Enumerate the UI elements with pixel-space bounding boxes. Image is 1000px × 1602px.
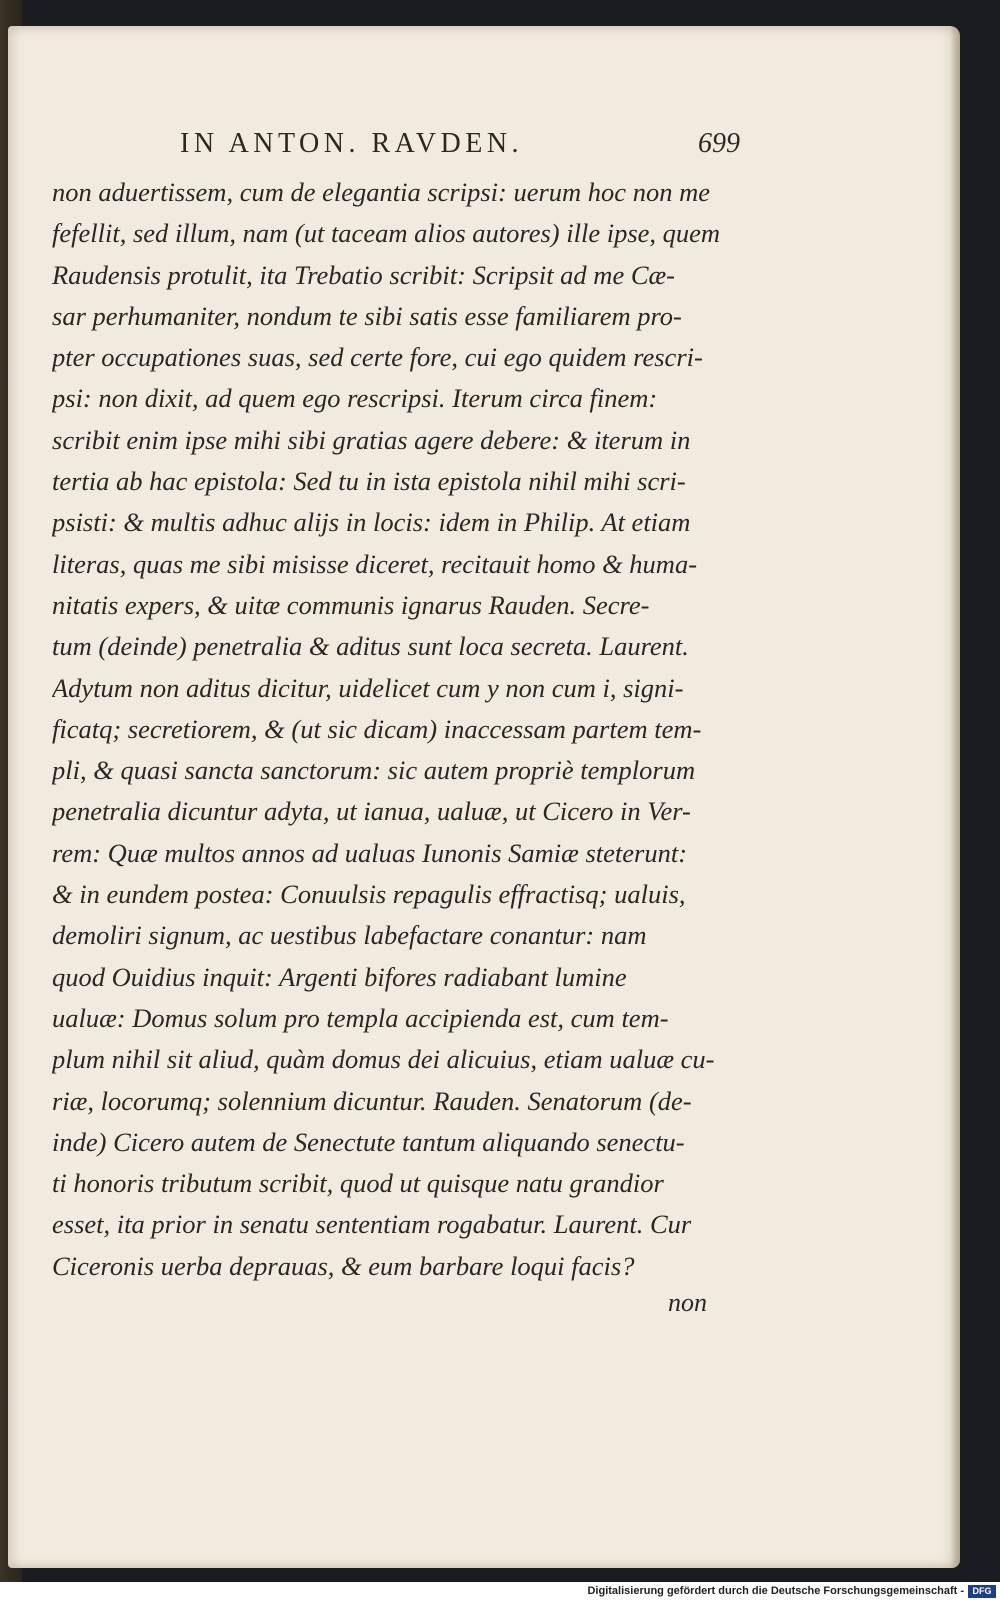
text-line: psisti: & multis adhuc alijs in locis: idem in Philip. At etiam (52, 507, 691, 538)
text-line: tum (deinde) penetralia & aditus sunt loca secreta. Laurent. (52, 631, 689, 662)
text-line: non aduertissem, cum de elegantia scripsi: uerum hoc non me (52, 177, 710, 207)
text-line: Adytum non aditus dicitur, uidelicet cum y non cum i, signi- (52, 672, 684, 703)
text-line: psi: non dixit, ad quem ego rescripsi. Iterum circa finem: (52, 383, 658, 414)
text-line: & in eundem postea: Conuulsis repagulis effractisq; ualuis, (52, 879, 686, 910)
text-line: sar perhumaniter, nondum te sibi satis esse familiarem pro- (52, 300, 682, 331)
page-edge-shadow (950, 26, 960, 1568)
text-line: esset, ita prior in senatu sententiam rogabatur. Laurent. Cur (52, 1209, 692, 1240)
text-line: ti honoris tributum scribit, quod ut quisque natu grandior (52, 1168, 664, 1199)
text-line: Ciceronis uerba deprauas, & eum barbare loqui facis? (52, 1250, 635, 1281)
text-line: tertia ab hac epistola: Sed tu in ista epistola nihil mihi scri- (52, 466, 686, 497)
text-line: fefellit, sed illum, nam (ut taceam alios autores) ille ipse, quem (52, 218, 721, 249)
text-line: plum nihil sit aliud, quàm domus dei alicuius, etiam ualuæ cu- (52, 1044, 715, 1075)
text-line: riæ, locorumq; solennium dicuntur. Rauden. Senatorum (de- (52, 1085, 692, 1116)
text-line: pli, & quasi sancta sanctorum: sic autem propriè templorum (52, 755, 696, 786)
text-line: nitatis expers, & uitæ communis ignarus Rauden. Secre- (52, 589, 650, 620)
footer-bar (0, 1582, 1000, 1602)
text-line: ficatq; secretiorem, & (ut sic dicam) inaccessam partem tem- (52, 713, 702, 744)
catchword: non (668, 1288, 707, 1317)
running-head: IN ANTON. RAVDEN. (180, 128, 524, 159)
text-line: penetralia dicuntur adyta, ut ianua, ualuæ, ut Cicero in Ver- (52, 796, 691, 827)
text-line: pter occupationes suas, sed certe fore, cui ego quidem rescri- (52, 342, 703, 373)
funding-credit: Digitalisierung gefördert durch die Deutsche Forschungsgemeinschaft - (587, 1585, 964, 1597)
text-line: ualuæ: Domus solum pro templa accipienda est, cum tem- (52, 1002, 669, 1033)
text-line: scribit enim ipse mihi sibi gratias agere debere: & iterum in (52, 424, 691, 455)
text-line: literas, quas me sibi misisse diceret, recitauit homo & huma- (52, 548, 698, 579)
page-number: 699 (698, 128, 740, 159)
text-line: Raudensis protulit, ita Trebatio scribit: Scripsit ad me Cæ- (52, 259, 676, 290)
body-text (52, 172, 742, 1287)
text-line: quod Ouidius inquit: Argenti bifores radiabant lumine (52, 961, 627, 992)
text-line: inde) Cicero autem de Senectute tantum aliquando senectu- (52, 1126, 685, 1157)
text-line: demoliri signum, ac uestibus labefactare conantur: nam (52, 920, 647, 951)
dfg-logo: DFG (968, 1585, 996, 1598)
page-header (180, 128, 740, 168)
text-line: rem: Quæ multos annos ad ualuas Iunonis Samiæ steterunt: (52, 837, 688, 868)
